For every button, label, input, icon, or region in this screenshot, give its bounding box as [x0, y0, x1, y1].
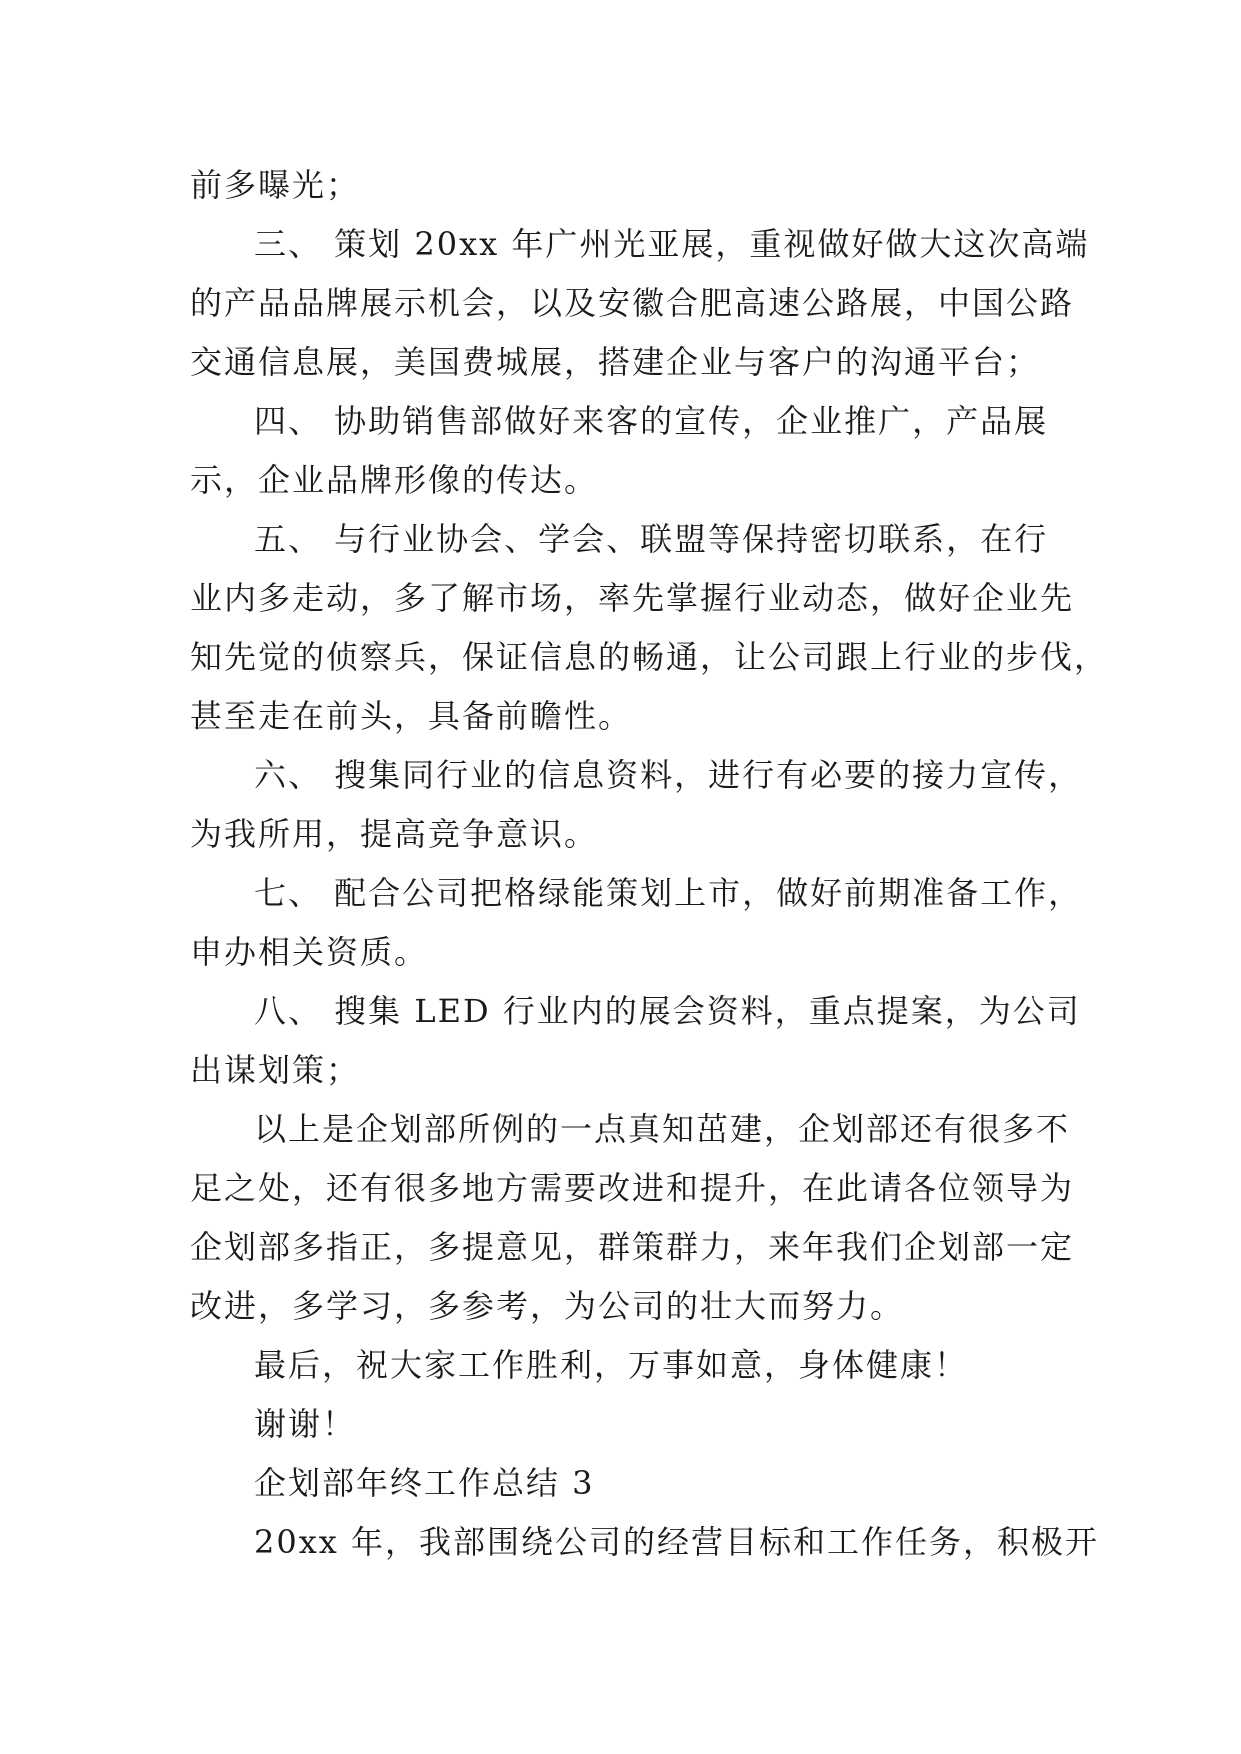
text-line: 前多曝光； [190, 166, 361, 204]
text-line: 企划部多指正，多提意见，群策群力，来年我们企划部一定 [190, 1228, 1075, 1266]
text-line: 出谋划策； [190, 1051, 361, 1089]
section-heading: 企划部年终工作总结 3 [254, 1464, 595, 1502]
text-line: 申办相关资质。 [190, 933, 429, 971]
text-line: 八、 搜集 LED 行业内的展会资料，重点提案，为公司 [254, 992, 1081, 1030]
text-line: 以上是企划部所例的一点真知茁建，企划部还有很多不 [254, 1110, 1071, 1148]
text-line: 业内多走动，多了解市场，率先掌握行业动态，做好企业先 [190, 579, 1075, 617]
text-line: 七、 配合公司把格绿能策划上市，做好前期准备工作， [254, 874, 1083, 912]
text-line: 示，企业品牌形像的传达。 [190, 461, 599, 499]
text-line: 四、 协助销售部做好来客的宣传，企业推广，产品展 [254, 402, 1049, 440]
text-line: 的产品品牌展示机会，以及安徽合肥高速公路展，中国公路 [190, 284, 1075, 322]
text-line: 六、 搜集同行业的信息资料，进行有必要的接力宣传， [254, 756, 1083, 794]
text-line: 最后，祝大家工作胜利，万事如意，身体健康！ [254, 1346, 969, 1384]
text-line: 知先觉的侦察兵，保证信息的畅通，让公司跟上行业的步伐， [190, 638, 1109, 676]
text-line: 为我所用，提高竞争意识。 [190, 815, 599, 853]
text-line: 三、 策划 20xx 年广州光亚展，重视做好做大这次高端 [254, 225, 1090, 263]
text-line: 20xx 年，我部围绕公司的经营目标和工作任务，积极开 [254, 1523, 1099, 1561]
text-line: 改进，多学习，多参考，为公司的壮大而努力。 [190, 1287, 905, 1325]
text-line: 交通信息展，美国费城展，搭建企业与客户的沟通平台； [190, 343, 1041, 381]
text-line: 甚至走在前头，具备前瞻性。 [190, 697, 633, 735]
text-line: 五、 与行业协会、学会、联盟等保持密切联系，在行 [254, 520, 1049, 558]
text-line: 谢谢！ [254, 1405, 357, 1443]
text-line: 足之处，还有很多地方需要改进和提升，在此请各位领导为 [190, 1169, 1075, 1207]
document-body [190, 156, 1109, 1572]
